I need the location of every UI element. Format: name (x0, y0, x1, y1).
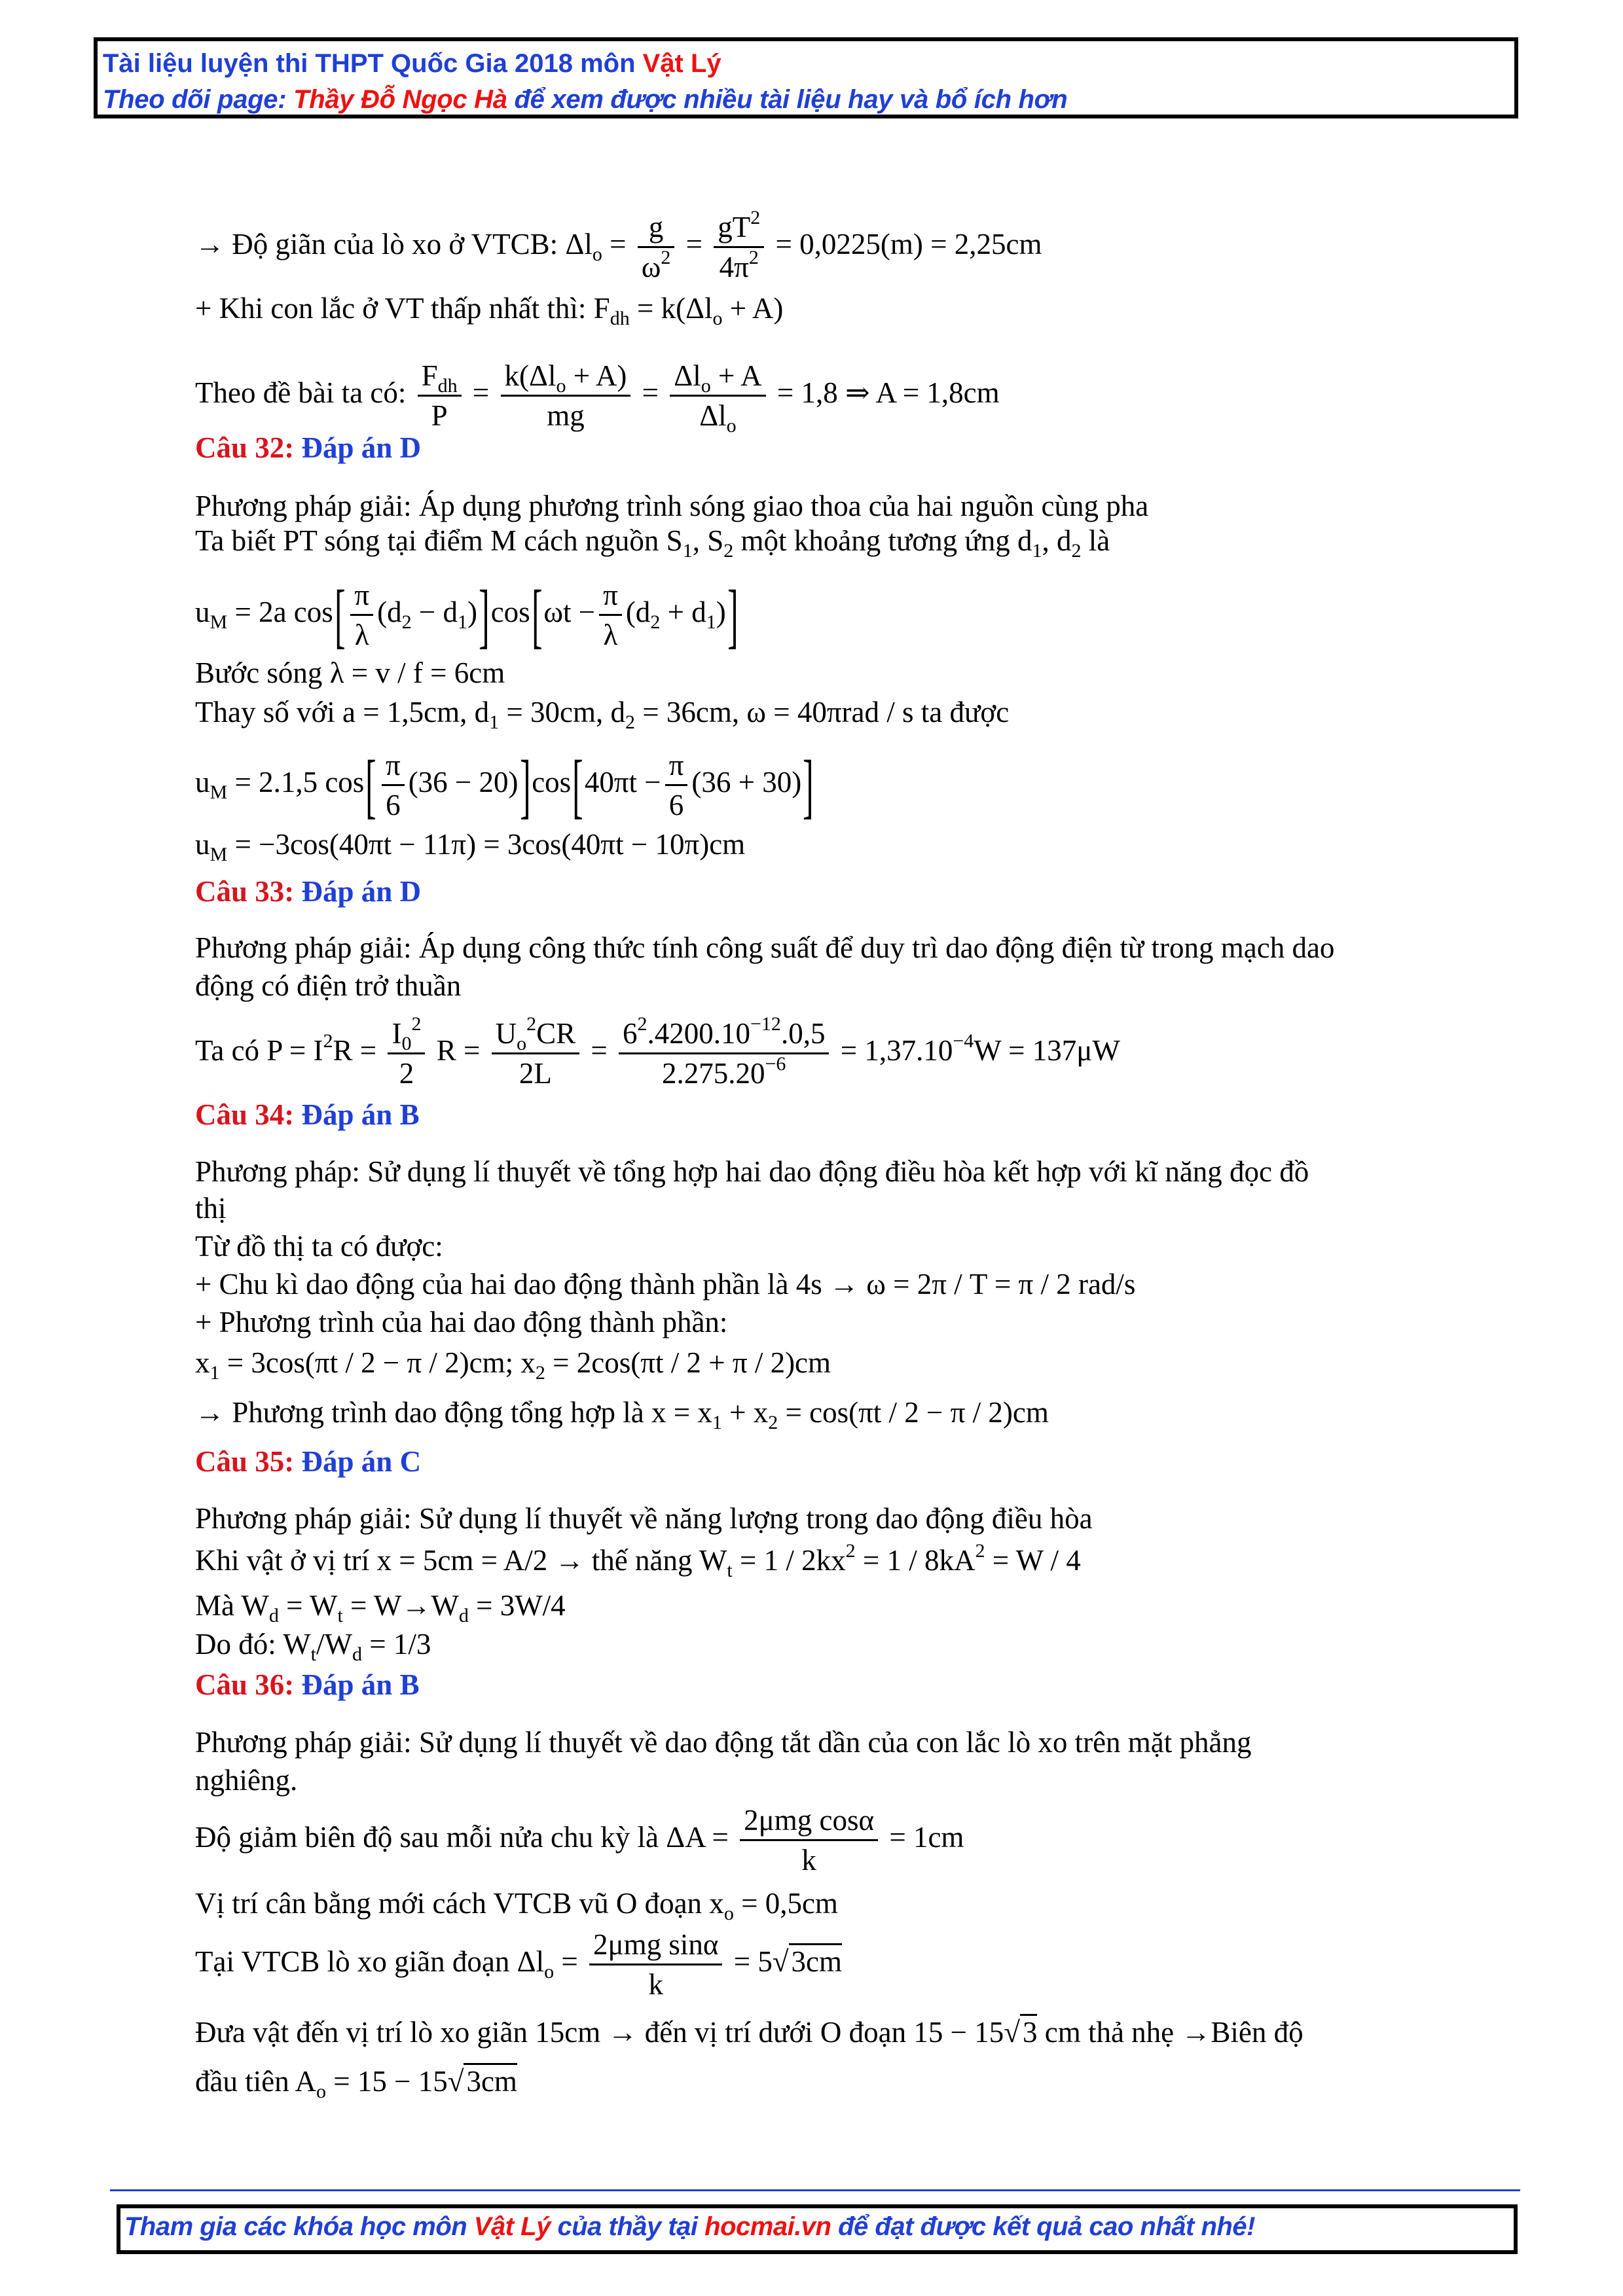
header-follow: Theo dõi page: (103, 85, 294, 114)
text: λ = v / f = 6cm (329, 656, 505, 689)
text: + Khi con lắc ở VT thấp nhất thì: (195, 292, 594, 325)
text: = W / 4 (985, 1544, 1081, 1577)
text: Đưa vật đến vị trí lò xo giãn 15cm → đến vị trí dưới O đoạn (195, 2016, 914, 2049)
c33-power: Ta có $P = I^2R$ = $\frac{I_0^2}{2}$ R = $\frac{U_o^2CR}{2L}$ = $\frac{6^2.4200.10^{-12}.0,5}{2.275.20^{-6}}$ = $1,37.10^{-4}W = 137\mu W$ (195, 1014, 1120, 1092)
text: = 3W/4 (468, 1589, 566, 1622)
line-ratio: Theo đề bài ta có: $\frac{F_{dh}}{P}$ = $\frac{k(\Delta l_o + A)}{mg}$ = $\frac{\Delta l_o + A}{\Delta l_o}$ = 1,8 ⇒ A = 1,8cm (195, 357, 1000, 435)
text: = 1 / 8kA (855, 1544, 976, 1577)
c32-method: Phương pháp giải: Áp dụng phương trình sóng giao thoa của hai nguồn cùng pha (195, 490, 1149, 522)
line-spring-extension: → Độ giãn của lò xo ở VTCB: $\Delta l_o$ = $\frac{g}{\omega^2}$ = $\frac{gT^2}{4\pi^2}$ = 0,0225(m) = 2,25cm (195, 208, 1042, 286)
c34-from-graph: Từ đồ thị ta có được: (195, 1230, 443, 1263)
header-line-2 (103, 82, 1514, 117)
fraction: $\frac{F_{dh}}{P}$ (418, 357, 462, 435)
text: Bước sóng (195, 656, 330, 689)
c34-resultant: → Phương trình dao động tổng hợp là $x = x_1 + x_2 = \cos(\pi t / 2 - \pi / 2)cm$ (195, 1396, 1049, 1433)
text: Vị trí cân bằng mới cách VTCB vũ O đoạn x (195, 1887, 724, 1920)
text: một khoảng tương ứng d (733, 524, 1032, 557)
c35-ratio: Do đó: $W_t/W_d = 1/3$ (195, 1628, 431, 1665)
text: rad/s (1070, 1268, 1136, 1300)
c32-wave-equation: $u_M = 2a$ cos[ $\frac{\pi}{\lambda}$ $(d_2 - d_1)]\cos[\omega t$ − $\frac{\pi}{\lambda}$ $(d_2 + d_1)$] (195, 575, 739, 655)
text: ω = 40πrad / s (746, 696, 914, 728)
text: ω = 2π / T = π / 2 (866, 1268, 1071, 1300)
text: = 15 − 15 (325, 2065, 448, 2098)
c32-result: $u_M = -3\cos(40\pi t - 11\pi) = 3\cos(40\pi t - 10\pi)cm$ (195, 828, 746, 865)
fraction: $\frac{\pi}{\lambda}$ (350, 576, 373, 654)
answer-label: Đáp án D (301, 875, 422, 908)
footer-text: Tham gia các khóa học môn (124, 2212, 474, 2241)
footer-divider (110, 2189, 1520, 2191)
text: = 3cos(πt / 2 − π / 2)cm; x (219, 1346, 536, 1379)
text: = 1/3 (362, 1628, 431, 1660)
question-label: Câu 36: (195, 1668, 302, 1701)
c36-release: Đưa vật đến vị trí lò xo giãn 15cm → đến vị trí dưới O đoạn 15 − 15√3 cm thả nhẹ →Biên độ (195, 2014, 1304, 2051)
text: , S (692, 524, 724, 557)
text: = −3cos(40πt − 11π) = 3cos(40πt − 10π)cm (227, 828, 746, 861)
text: = 36cm, (634, 696, 747, 728)
text: = 5 (733, 1945, 773, 1978)
c34-method-1: Phương pháp: Sử dụng lí thuyết về tổng hợp hai dao động điều hòa kết hợp với kĩ năng đọc đồ (195, 1155, 1309, 1188)
text: Ta biết PT sóng tại điểm M cách nguồn S (195, 524, 683, 557)
question-36-heading (195, 1666, 420, 1703)
text: Độ giảm biên độ sau mỗi nửa chu kỳ là (195, 1820, 666, 1854)
question-33-heading (195, 873, 421, 910)
header-follow-rest: để xem được nhiều tài liệu hay và bổ ích hơn (507, 85, 1068, 114)
fraction: $\frac{\Delta l_o + A}{\Delta l_o}$ (670, 357, 765, 435)
text: = cos(πt / 2 − π / 2)cm (778, 1396, 1049, 1429)
text: 3cm (464, 2063, 517, 2098)
text: Thay số với a = 1,5cm, d (195, 696, 490, 728)
answer-label: Đáp án C (301, 1445, 422, 1478)
c36-amplitude-drop: Độ giảm biên độ sau mỗi nửa chu kỳ là ΔA = $\frac{\text{2μmg cosα}}{k}$ = 1cm (195, 1801, 964, 1879)
c33-method-2: động có điện trở thuần (195, 969, 462, 1002)
text: W = 137μW (974, 1033, 1120, 1067)
fraction: $\frac{gT^2}{4\pi^2}$ (714, 208, 764, 286)
text: + Chu kì dao động của hai dao động thành phần là 4s → (195, 1268, 867, 1300)
question-label: Câu 33: (195, 875, 302, 908)
question-label: Câu 34: (195, 1098, 302, 1131)
text: = W→W (342, 1589, 459, 1622)
text: Khi vật ở vị trí x = 5cm = A/2 → thế năng (195, 1544, 699, 1577)
text: Mà W (195, 1589, 269, 1622)
header-teacher: Thầy Đỗ Ngọc Hà (293, 85, 507, 114)
fraction: $\frac{\pi}{\lambda}$ (599, 576, 622, 654)
answer-label: Đáp án D (301, 431, 422, 464)
footer-site-link[interactable]: hocmai.vn (704, 2212, 831, 2241)
c34-x1-x2: $x_1 = 3\cos(\pi t / 2 - \pi / 2)cm$; $x_2 = 2\cos(\pi t / 2 + \pi / 2)cm$ (195, 1346, 831, 1384)
c35-potential: Khi vật ở vị trí x = 5cm = A/2 → thế năng $W_t = 1 / 2kx^2 = 1 / 8kA^2 = W / 4$ (195, 1540, 1081, 1581)
question-label: Câu 35: (195, 1445, 302, 1478)
text: = 0,0225(m) = 2,25cm (775, 227, 1042, 260)
c36-method-1: Phương pháp giải: Sử dụng lí thuyết về dao động tắt dần của con lắc lò xo trên mặt phẳng (195, 1726, 1252, 1759)
text: , d (1042, 524, 1072, 557)
footer-box (117, 2204, 1518, 2254)
fraction: $\frac{g}{\omega^2}$ (638, 208, 675, 286)
question-34-heading (195, 1096, 420, 1133)
c36-method-2: nghiêng. (195, 1764, 298, 1797)
text: = 1,37.10 (840, 1033, 953, 1067)
text: 15 − 15 (913, 2016, 1004, 2049)
text: = 1cm (889, 1820, 964, 1854)
fraction: $\frac{U_o^2CR}{2L}$ (492, 1014, 580, 1092)
c34-method-2: thị (195, 1192, 227, 1225)
fraction: $\frac{\pi}{6}$ (382, 746, 405, 824)
text: cm thả nhẹ →Biên độ (1037, 2016, 1304, 2049)
c35-kinetic: Mà $W_d = W_t = W\to W_d = 3W/4$ (195, 1589, 566, 1626)
text: ta được (913, 696, 1010, 728)
text: là (1081, 524, 1110, 557)
footer-subject: Vật Lý (473, 2212, 551, 2241)
footer-text-2: của thầy tại (550, 2212, 705, 2241)
text: Tại VTCB lò xo giãn đoạn (195, 1945, 517, 1978)
c32-intro: Ta biết PT sóng tại điểm M cách nguồn $S_1$, $S_2$ một khoảng tương ứng $d_1$, $d_2$ là (195, 524, 1110, 562)
question-35-heading (195, 1443, 421, 1480)
question-32-heading (195, 429, 421, 466)
header-title: Tài liệu luyện thi THPT Quốc Gia 2018 môn (103, 49, 643, 78)
fraction: $\frac{6^2.4200.10^{-12}.0,5}{2.275.20^{-6}}$ (619, 1014, 829, 1092)
fraction: $\frac{\pi}{6}$ (665, 746, 688, 824)
text: → Phương trình dao động tổng hợp là (195, 1396, 651, 1429)
question-label: Câu 32: (195, 431, 302, 464)
answer-label: Đáp án B (301, 1098, 420, 1131)
text: đầu tiên (195, 2065, 295, 2098)
c34-component-eq: + Phương trình của hai dao động thành phần: (195, 1306, 728, 1338)
c36-extension: Tại VTCB lò xo giãn đoạn $\Delta l_o$ = $\frac{\text{2μmg sinα}}{k}$ = 5√3cm (195, 1926, 842, 2003)
header-line-1 (103, 45, 1514, 82)
text: Ta có (195, 1033, 267, 1067)
text: = 2cos(πt / 2 + π / 2)cm (545, 1346, 831, 1379)
text: = 1,8 ⇒ A = 1,8cm (776, 376, 1000, 409)
text: = W (278, 1589, 338, 1622)
text: = 1 / 2kx (732, 1544, 846, 1577)
text: = 30cm, d (499, 696, 625, 728)
answer-label: Đáp án B (301, 1668, 420, 1701)
header-box (94, 37, 1518, 118)
text: → Độ giãn của lò xo ở VTCB: (195, 227, 566, 260)
c32-wavelength (195, 655, 505, 691)
fraction: $\frac{k(\Delta l_o + A)}{mg}$ (501, 357, 631, 435)
c32-substitute: Thay số với a = 1,5cm, $d_1 = 30cm$, $d_2 = 36cm$, ω = 40πrad / s ta được (195, 696, 1010, 733)
fraction: $\frac{\text{2μmg sinα}}{k}$ (589, 1926, 722, 2003)
fraction: $\frac{\text{2μmg cosα}}{k}$ (740, 1801, 878, 1879)
c32-substituted-equation: $u_M = 2.1,5$ cos[ $\frac{\pi}{6}$ (36 − 20)]cos[40πt − $\frac{\pi}{6}$ (36 + 30)] (195, 745, 814, 825)
header-subject: Vật Lý (642, 49, 721, 78)
text: = 0,5cm (733, 1887, 838, 1920)
text: /W (316, 1628, 352, 1660)
fraction: $\frac{I_0^2}{2}$ (388, 1014, 425, 1092)
c35-method: Phương pháp giải: Sử dụng lí thuyết về năng lượng trong dao động điều hòa (195, 1502, 1093, 1535)
c34-period (195, 1266, 1135, 1302)
line-lowest-position: + Khi con lắc ở VT thấp nhất thì: $F_{dh} = k(\Delta l_o + A)$ (195, 292, 784, 329)
text: k(Δl (661, 292, 713, 325)
text: 3cm (789, 1943, 842, 1978)
text: 3 (1020, 2014, 1038, 2049)
c33-method-1: Phương pháp giải: Áp dụng công thức tính công suất để duy trì dao động điện từ trong mạch dao (195, 931, 1335, 964)
c36-first-amplitude: đầu tiên $A_o = 15 - 15√3cm$ (195, 2063, 517, 2100)
footer-text-3: để đạt được kết quả cao nhất nhé! (831, 2212, 1255, 2241)
c36-new-equilibrium: Vị trí cân bằng mới cách VTCB vũ O đoạn $x_o = 0,5cm$ (195, 1887, 838, 1924)
text: Do đó: W (195, 1628, 311, 1660)
text: Theo đề bài ta có: (195, 376, 414, 409)
